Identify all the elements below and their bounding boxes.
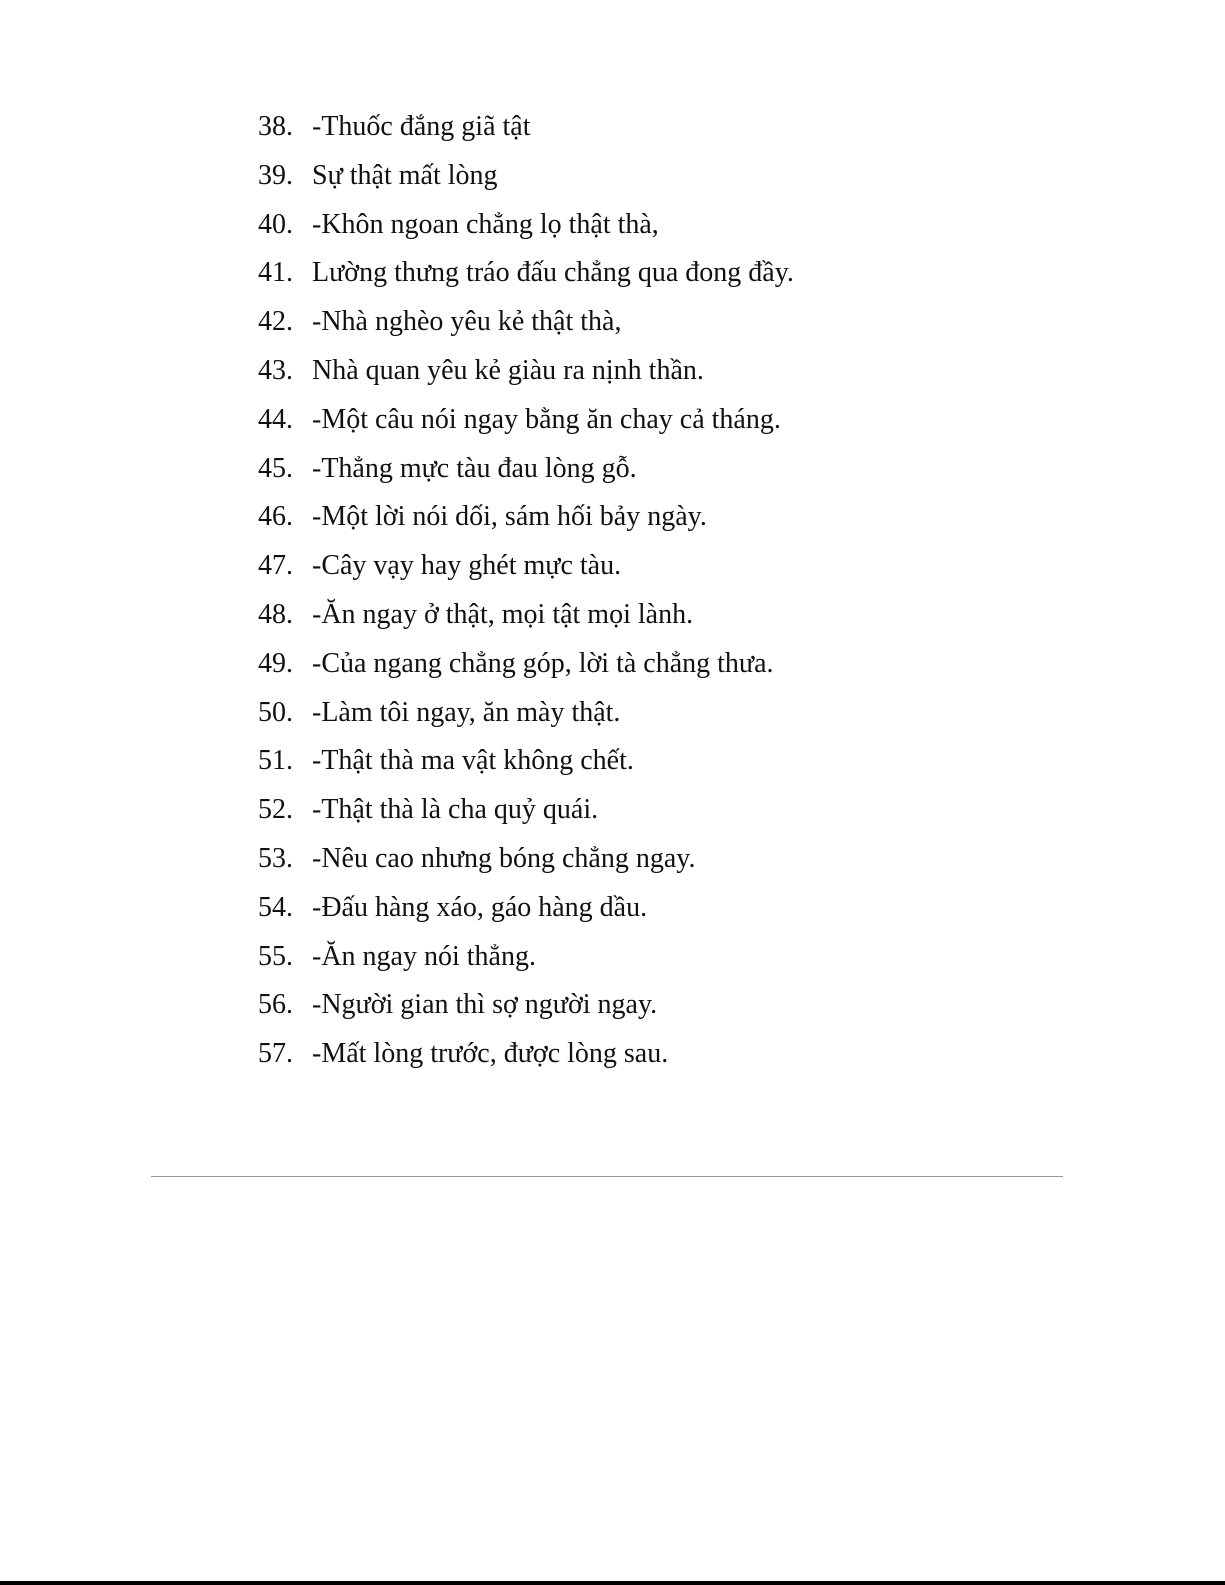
- item-text: -Thẳng mực tàu đau lòng gỗ.: [312, 452, 637, 484]
- item-text: -Nêu cao nhưng bóng chẳng ngay.: [312, 842, 696, 874]
- list-item: [258, 249, 794, 298]
- list-item: [258, 152, 794, 201]
- item-text: -Đấu hàng xáo, gáo hàng dầu.: [312, 891, 648, 923]
- list-item: [258, 640, 794, 689]
- item-number: 52.: [258, 794, 293, 826]
- list-item: [258, 493, 794, 542]
- item-number: 55.: [258, 940, 293, 972]
- item-number: 53.: [258, 842, 293, 874]
- list-item: [258, 347, 794, 396]
- item-text: -Một lời nói dối, sám hối bảy ngày.: [312, 501, 707, 533]
- list-item: [258, 445, 794, 494]
- list-item: [258, 542, 794, 591]
- item-text: -Làm tôi ngay, ăn mày thật.: [312, 696, 621, 728]
- item-text: Nhà quan yêu kẻ giàu ra nịnh thần.: [312, 354, 704, 386]
- item-text: Sự thật mất lòng: [312, 159, 498, 191]
- item-text: -Nhà nghèo yêu kẻ thật thà,: [312, 306, 622, 338]
- item-number: 50.: [258, 696, 293, 728]
- item-number: 57.: [258, 1038, 293, 1070]
- page-bottom-edge: [0, 1581, 1225, 1585]
- list-item: [258, 201, 794, 250]
- item-text: -Một câu nói ngay bằng ăn chay cả tháng.: [312, 403, 781, 435]
- list-item: [258, 933, 794, 982]
- item-number: 40.: [258, 208, 293, 240]
- item-text: -Thật thà là cha quỷ quái.: [312, 794, 599, 826]
- list-item: [258, 396, 794, 445]
- list-item: [258, 835, 794, 884]
- proverb-list: [258, 103, 794, 1079]
- item-text: -Người gian thì sợ người ngay.: [312, 989, 658, 1021]
- item-number: 45.: [258, 452, 293, 484]
- item-number: 43.: [258, 354, 293, 386]
- list-item: [258, 884, 794, 933]
- item-number: 54.: [258, 891, 293, 923]
- list-item: [258, 737, 794, 786]
- item-text: -Của ngang chẳng góp, lời tà chẳng thưa.: [312, 647, 774, 679]
- item-text: Lường thưng tráo đấu chẳng qua đong đầy.: [312, 257, 794, 289]
- item-text: -Khôn ngoan chẳng lọ thật thà,: [312, 208, 659, 240]
- item-text: -Ăn ngay ở thật, mọi tật mọi lành.: [312, 598, 694, 630]
- list-item: [258, 103, 794, 152]
- item-text: -Thật thà ma vật không chết.: [312, 745, 634, 777]
- list-item: [258, 689, 794, 738]
- item-number: 48.: [258, 598, 293, 630]
- item-number: 38.: [258, 111, 293, 142]
- item-number: 41.: [258, 257, 293, 289]
- item-text: -Thuốc đắng giã tật: [312, 111, 531, 142]
- footnote-divider: [151, 1176, 1063, 1177]
- list-item: [258, 786, 794, 835]
- list-item: [258, 591, 794, 640]
- item-text: -Mất lòng trước, được lòng sau.: [312, 1038, 669, 1070]
- item-number: 49.: [258, 647, 293, 679]
- list-item: [258, 298, 794, 347]
- item-number: 42.: [258, 306, 293, 338]
- item-number: 47.: [258, 550, 293, 582]
- item-number: 39.: [258, 159, 293, 191]
- item-text: -Ăn ngay nói thẳng.: [312, 940, 536, 972]
- item-number: 56.: [258, 989, 293, 1021]
- item-text: -Cây vạy hay ghét mực tàu.: [312, 550, 622, 582]
- item-number: 44.: [258, 403, 293, 435]
- item-number: 46.: [258, 501, 293, 533]
- item-number: 51.: [258, 745, 293, 777]
- list-item: [258, 981, 794, 1030]
- list-item: [258, 1030, 794, 1079]
